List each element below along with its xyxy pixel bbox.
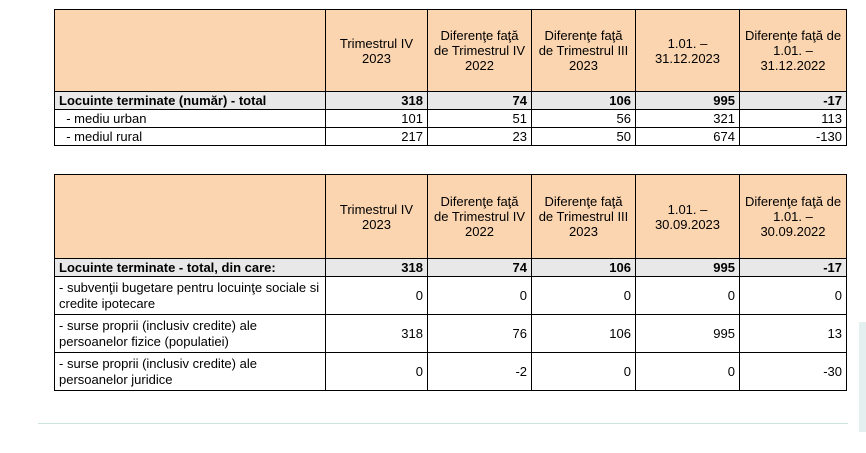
header-cell: Trimestrul IV 2023 [326, 175, 428, 259]
row-label: - surse proprii (inclusiv credite) ale persoanelor fizice (populatiei) [55, 315, 326, 353]
header-cell: 1.01. – 30.09.2023 [636, 175, 740, 259]
table-cell: 101 [326, 110, 428, 128]
table-completed-dwellings-by-area [54, 9, 847, 146]
table-cell: 0 [636, 353, 740, 391]
table-cell: 50 [532, 128, 636, 146]
table-completed-dwellings-by-funding [54, 174, 847, 391]
row-label: - surse proprii (inclusiv credite) ale persoanelor juridice [55, 353, 326, 391]
table-row [55, 315, 847, 353]
table-cell: 106 [532, 315, 636, 353]
header-cell: Diferenţe faţă de Trimestrul IV 2022 [428, 175, 532, 259]
table-cell: 318 [326, 259, 428, 277]
table-cell: -2 [428, 353, 532, 391]
table-cell: 674 [636, 128, 740, 146]
table-cell: -130 [740, 128, 847, 146]
table-row [55, 110, 847, 128]
table-row-total [55, 92, 847, 110]
header-cell: Diferenţe faţă de Trimestrul III 2023 [532, 10, 636, 92]
table-cell: -30 [740, 353, 847, 391]
table-cell: 0 [532, 277, 636, 315]
table-cell: 0 [740, 277, 847, 315]
table-row [55, 128, 847, 146]
table-cell: 106 [532, 259, 636, 277]
table-cell: 318 [326, 92, 428, 110]
slide-edge-accent [859, 322, 866, 432]
table-cell: 995 [636, 92, 740, 110]
table-header-row [55, 175, 847, 259]
header-cell: Diferenţe faţă de 1.01. – 30.09.2022 [740, 175, 847, 259]
table-cell: 0 [428, 277, 532, 315]
table-cell: 74 [428, 259, 532, 277]
table-row [55, 353, 847, 391]
table-cell: -17 [740, 259, 847, 277]
table-cell: 318 [326, 315, 428, 353]
row-label: Locuinte terminate (număr) - total [55, 92, 326, 110]
table-cell: 51 [428, 110, 532, 128]
table-cell: -17 [740, 92, 847, 110]
table-cell: 56 [532, 110, 636, 128]
table-cell: 74 [428, 92, 532, 110]
table-cell: 0 [326, 277, 428, 315]
header-cell: Diferenţe faţă de 1.01. – 31.12.2022 [740, 10, 847, 92]
table-cell: 0 [326, 353, 428, 391]
table-cell: 321 [636, 110, 740, 128]
table-cell: 995 [636, 259, 740, 277]
row-label: Locuinte terminate - total, din care: [55, 259, 326, 277]
header-cell: Diferenţe faţă de Trimestrul III 2023 [532, 175, 636, 259]
header-cell [55, 10, 326, 92]
table-cell: 13 [740, 315, 847, 353]
row-label: - subvenţii bugetare pentru locuinţe sociale si credite ipotecare [55, 277, 326, 315]
table-header-row [55, 10, 847, 92]
header-cell [55, 175, 326, 259]
header-cell: Trimestrul IV 2023 [326, 10, 428, 92]
table-cell: 113 [740, 110, 847, 128]
table-cell: 0 [636, 277, 740, 315]
row-label: - mediu urban [55, 110, 326, 128]
table-cell: 23 [428, 128, 532, 146]
table-cell: 0 [532, 353, 636, 391]
table-cell: 76 [428, 315, 532, 353]
table-row [55, 277, 847, 315]
slide-bottom-divider [38, 423, 848, 424]
table-cell: 217 [326, 128, 428, 146]
row-label: - mediul rural [55, 128, 326, 146]
table-row-total [55, 259, 847, 277]
table-cell: 995 [636, 315, 740, 353]
header-cell: 1.01. – 31.12.2023 [636, 10, 740, 92]
table-cell: 106 [532, 92, 636, 110]
header-cell: Diferenţe faţă de Trimestrul IV 2022 [428, 10, 532, 92]
